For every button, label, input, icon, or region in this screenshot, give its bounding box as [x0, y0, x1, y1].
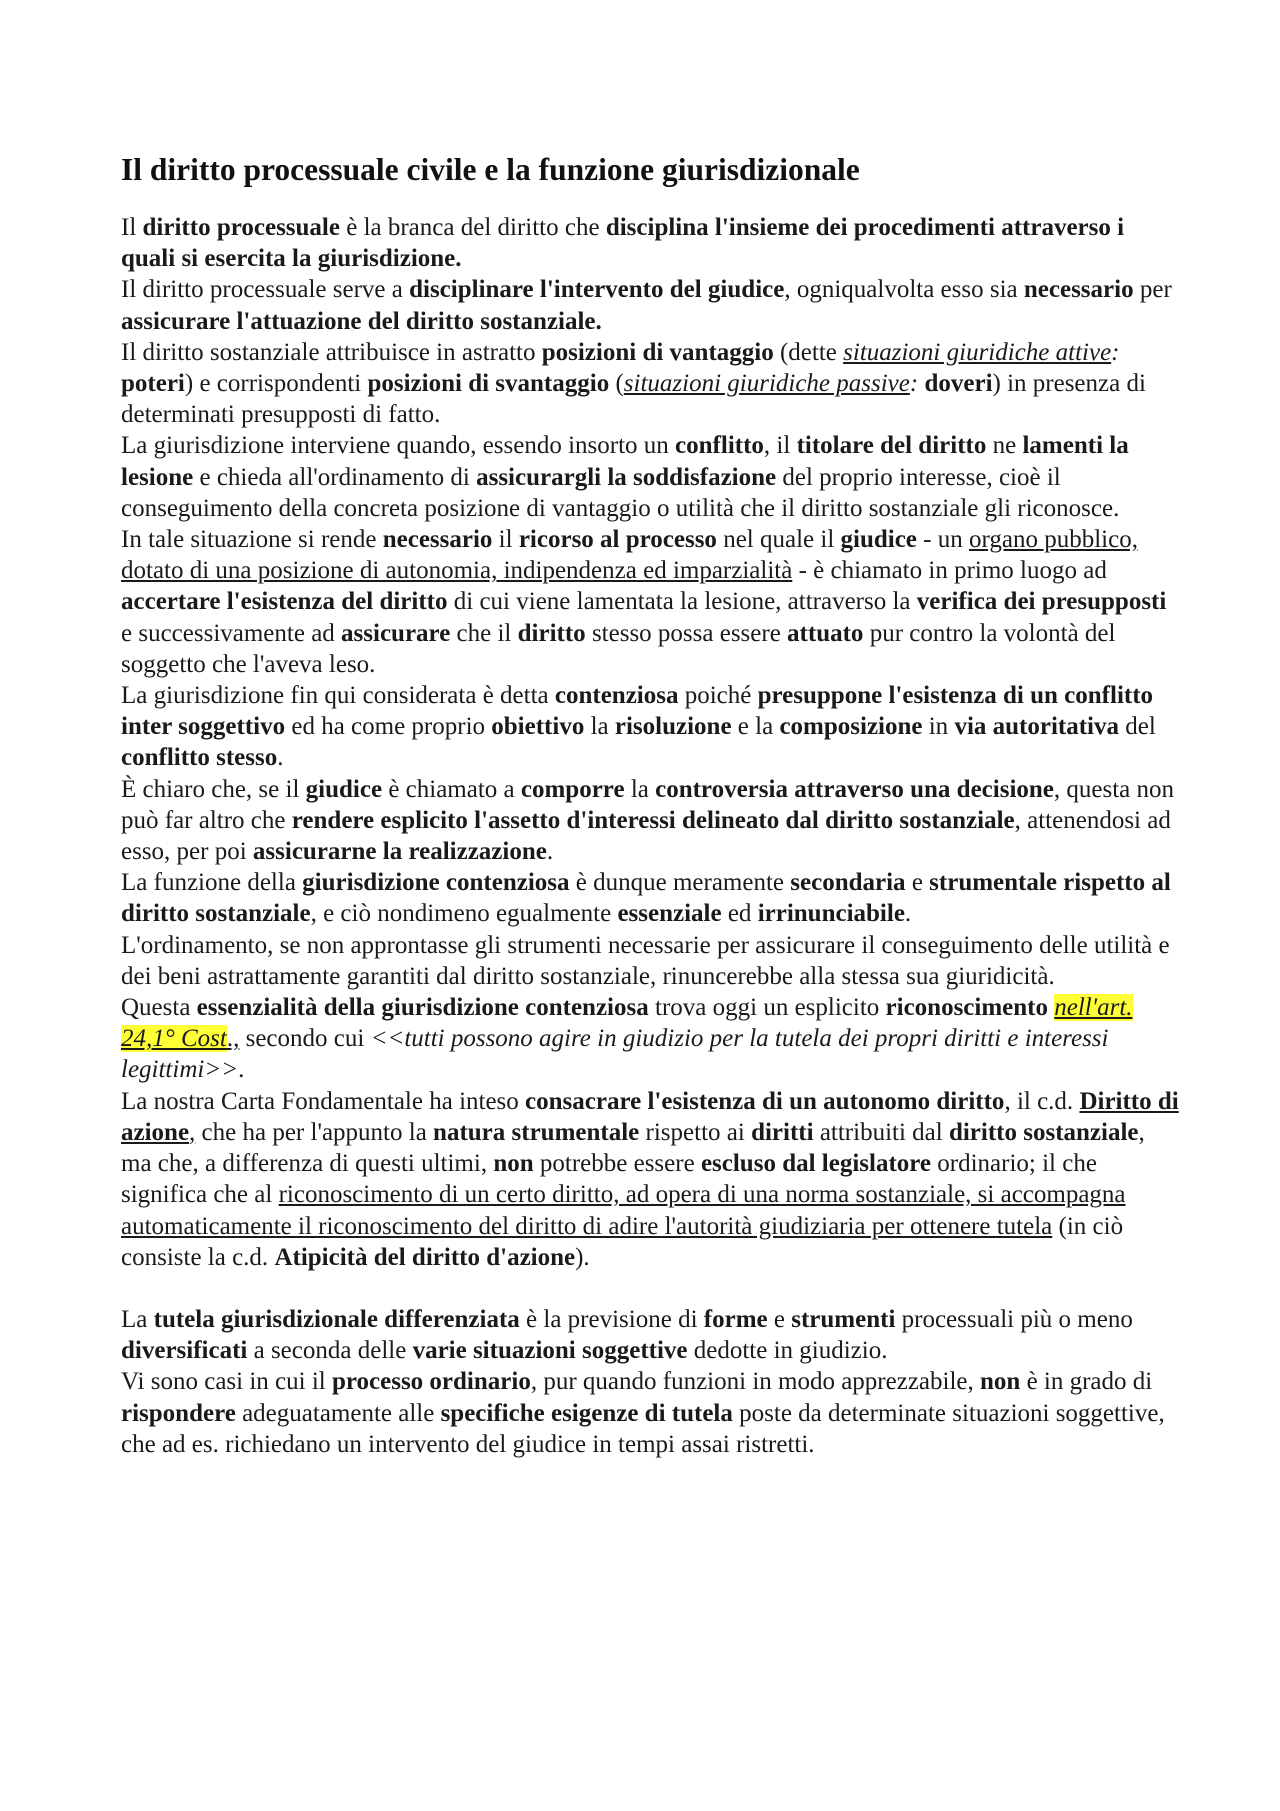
text-run: non — [493, 1150, 534, 1178]
text-run: lamenti la lesione — [121, 432, 1129, 491]
text-run: , — [189, 1118, 196, 1146]
text-run: , il — [763, 432, 797, 460]
text-run: e la — [731, 713, 780, 741]
text-run: è chiamato a — [382, 775, 521, 803]
text-run: - un — [916, 526, 969, 554]
text-run: essenzialità della giurisdizione contenziosa — [196, 994, 649, 1022]
text-run: secondo cui — [239, 1025, 371, 1053]
text-run: processuali più o meno — [895, 1305, 1133, 1333]
text-run: attuato — [787, 619, 864, 647]
text-run: È chiaro che, se il — [121, 775, 306, 803]
text-run: - è chiamato in primo luogo ad — [792, 557, 1107, 585]
text-run: pur contro la volontà del soggetto che l'aveva leso. — [121, 619, 1116, 678]
text-run: diritto processuale — [142, 214, 340, 241]
text-run: rendere esplicito l'assetto d'interessi delineato dal diritto sostanziale — [291, 806, 1015, 834]
text-run: conflitto stesso — [121, 744, 278, 772]
text-run: diversificati — [121, 1337, 248, 1365]
text-run: , il c.d. — [1004, 1087, 1080, 1115]
paragraph — [121, 867, 1181, 929]
text-run: ) e corrispondenti — [184, 370, 368, 398]
paragraph — [121, 274, 1181, 336]
text-run: necessario — [1023, 276, 1134, 304]
page-title: Il diritto processuale civile e la funzione giurisdizionale — [121, 152, 860, 187]
text-run: ( — [609, 370, 624, 398]
text-run: , attenendosi ad esso, per poi — [121, 806, 1171, 866]
text-run: adeguatamente alle — [235, 1399, 441, 1427]
text-run: è dunque meramente — [569, 869, 791, 897]
text-run: del — [1119, 713, 1156, 741]
text-run: strumenti — [791, 1305, 896, 1333]
text-run: ordinario; il che significa che al — [121, 1150, 1097, 1209]
paragraph — [121, 992, 1181, 1086]
text-run: la — [584, 713, 615, 741]
text-run: il — [492, 526, 519, 554]
text-run: a seconda delle — [247, 1337, 413, 1365]
document-page — [121, 150, 1181, 1460]
text-run: dedotte in giudizio. — [687, 1337, 888, 1365]
text-run: riconoscimento di un certo diritto, ad opera di una norma sostanziale, si accompagna automaticamente il riconoscimento del diritto di adire l'autorità giudiziaria per ottenere tutela — [121, 1181, 1126, 1240]
text-run: ., — [226, 1025, 240, 1053]
paragraph-spacer — [121, 1273, 1181, 1304]
text-run: assicurare l'attuazione del diritto sostanziale. — [121, 307, 602, 335]
text-run: , questa non può far altro che — [121, 775, 1175, 834]
text-run: è la previsione di — [519, 1305, 704, 1333]
text-run: attribuiti dal — [813, 1118, 949, 1146]
text-run: . — [277, 744, 284, 772]
text-run: Il — [121, 214, 143, 241]
text-run: accertare l'esistenza del diritto — [121, 588, 448, 616]
paragraph — [121, 430, 1181, 524]
text-run: poste da determinate situazioni soggettive, che ad es. richiedano un intervento del giudice in tempi assai ristretti. — [121, 1399, 1165, 1458]
text-run: del proprio interesse, cioè il conseguimento della concreta posizione di vantaggio o utilità che il diritto sostanziale gli riconosce. — [121, 463, 1120, 522]
paragraph — [121, 212, 1181, 274]
text-run: . — [238, 1056, 245, 1084]
text-run: Vi sono casi in cui il — [121, 1368, 332, 1396]
text-run: ). — [575, 1243, 590, 1271]
text-run: stesso possa essere — [585, 619, 788, 647]
text-run: comporre — [520, 775, 625, 803]
text-run: diritto — [517, 619, 586, 647]
text-run: doveri — [924, 370, 993, 398]
text-run: rispondere — [121, 1399, 236, 1427]
paragraph — [121, 524, 1181, 680]
text-run: forme — [703, 1305, 768, 1333]
text-run: nel quale il — [716, 526, 841, 554]
text-run: In tale situazione si rende — [121, 526, 383, 554]
text-run: consacrare l'esistenza di un autonomo diritto — [525, 1087, 1005, 1115]
text-run: contenziosa — [554, 682, 679, 710]
text-run: e — [905, 869, 930, 897]
text-run: essenziale — [617, 900, 722, 928]
text-run: La giurisdizione fin qui considerata è detta — [121, 682, 555, 710]
text-run: ed ha come proprio — [285, 713, 492, 741]
text-run: conflitto — [675, 432, 764, 460]
text-run: Atipicità del diritto d'azione — [274, 1243, 576, 1271]
text-run: (in ciò consiste la c.d. — [121, 1212, 1124, 1271]
text-run: non — [980, 1368, 1021, 1396]
text-run: La funzione della — [121, 869, 303, 897]
paragraph — [121, 337, 1181, 431]
text-run: ricorso al processo — [518, 526, 717, 554]
text-run: e successivamente ad — [121, 619, 342, 647]
text-run: L'ordinamento, se non approntasse gli strumenti necessarie per assicurare il conseguimento delle utilità e dei beni astrattamente garantiti dal diritto sostanziale, rinuncerebbe alla stessa sua giuridicità. — [121, 931, 1170, 990]
text-run: , pur quando funzioni in modo apprezzabile, — [530, 1368, 980, 1396]
text-run: organo pubblico, dotato di una posizione di autonomia, indipendenza ed imparzialità — [121, 526, 1138, 585]
text-run: che ha per l'appunto la — [195, 1118, 434, 1146]
text-run: situazioni giuridiche passive — [623, 370, 910, 398]
text-run: La nostra Carta Fondamentale ha inteso — [121, 1087, 526, 1115]
text-run: trova oggi un esplicito — [648, 994, 886, 1022]
text-run: assicurarne la realizzazione — [252, 838, 547, 866]
text-run: poteri — [121, 370, 185, 398]
text-run: è la branca del diritto che — [339, 214, 606, 241]
text-run: poiché — [678, 682, 758, 710]
text-run: ed — [721, 900, 758, 928]
text-run: , e ciò nondimeno egualmente — [310, 900, 618, 928]
text-run: . — [546, 838, 554, 866]
text-run: la — [624, 775, 656, 803]
text-run: che il — [450, 619, 518, 647]
text-run: nell'art. 24,1° Cost — [121, 994, 1133, 1053]
text-run: strumentale rispetto al diritto sostanziale — [121, 869, 1171, 928]
text-run: potrebbe essere — [533, 1150, 701, 1178]
text-run: processo ordinario — [331, 1368, 531, 1396]
text-run: disciplinare l'intervento del giudice — [409, 276, 785, 304]
text-run: risoluzione — [614, 713, 732, 741]
text-run: composizione — [779, 713, 923, 741]
text-run: Questa — [121, 994, 197, 1022]
text-run: <<tutti possono agire in giudizio per la tutela dei propri diritti e interessi legittimi>> — [121, 1025, 1109, 1084]
text-run: . — [904, 900, 912, 928]
text-run: , ma che, a differenza di questi ultimi, — [121, 1118, 1145, 1178]
paragraph — [121, 1086, 1181, 1273]
text-run: giurisdizione contenziosa — [302, 869, 570, 897]
text-run: Il diritto sostanziale attribuisce in astratto — [121, 338, 542, 366]
text-run: , ogniqualvolta esso sia — [784, 276, 1024, 304]
text-run: : — [1111, 338, 1120, 366]
text-run: presuppone l'esistenza di un conflitto inter soggettivo — [121, 682, 1154, 741]
text-run: tutela giurisdizionale differenziata — [153, 1305, 520, 1333]
text-run: per — [1133, 276, 1172, 304]
text-run: giudice — [305, 775, 383, 803]
text-run: controversia attraverso una decisione — [655, 775, 1054, 803]
text-run: posizioni di vantaggio — [541, 338, 774, 366]
text-run: ne — [986, 432, 1023, 460]
text-run: necessario — [382, 526, 493, 554]
text-run: via autoritativa — [954, 713, 1120, 741]
text-run: e — [767, 1305, 792, 1333]
paragraph — [121, 680, 1181, 774]
text-run: ) in presenza di determinati presupposti di fatto. — [121, 370, 1146, 429]
text-run: irrinunciabile — [757, 900, 905, 928]
paragraph — [121, 1366, 1181, 1460]
paragraph — [121, 1304, 1181, 1366]
text-run: Il diritto processuale serve a — [121, 276, 410, 304]
text-run: escluso dal legislatore — [700, 1150, 932, 1178]
text-run: obiettivo — [491, 713, 585, 741]
text-run: rispetto ai — [639, 1118, 752, 1146]
text-run: titolare del diritto — [796, 432, 987, 460]
text-run: : — [909, 370, 925, 398]
text-run: posizioni di svantaggio — [367, 370, 610, 398]
text-run: situazioni giuridiche attive — [843, 338, 1112, 366]
text-run: specifiche esigenze di tutela — [440, 1399, 733, 1427]
paragraph — [121, 774, 1181, 868]
text-run: disciplina l'insieme dei procedimenti attraverso i quali si esercita la giurisdizione. — [121, 214, 1125, 273]
text-run: assicurare — [341, 619, 451, 647]
text-run: assicurargli la soddisfazione — [476, 463, 777, 491]
text-run: e chieda all'ordinamento di — [193, 463, 477, 491]
paragraph — [121, 930, 1181, 992]
text-run: diritto sostanziale — [948, 1118, 1139, 1146]
text-run: giudice — [840, 526, 917, 554]
text-run: in — [922, 713, 955, 741]
text-run: La — [121, 1305, 154, 1333]
text-run: natura strumentale — [433, 1118, 640, 1146]
text-run: (dette — [773, 338, 844, 366]
text-run: è in grado di — [1020, 1368, 1153, 1396]
text-run: diritti — [751, 1118, 814, 1146]
text-run: Diritto di azione — [121, 1087, 1179, 1146]
text-run: varie situazioni soggettive — [412, 1337, 688, 1365]
text-run: La giurisdizione interviene quando, essendo insorto un — [121, 432, 676, 460]
text-run: secondaria — [790, 869, 906, 897]
text-run: riconoscimento — [885, 994, 1048, 1022]
text-run: verifica dei presupposti — [916, 588, 1167, 616]
text-run: di cui viene lamentata la lesione, attraverso la — [447, 588, 917, 616]
